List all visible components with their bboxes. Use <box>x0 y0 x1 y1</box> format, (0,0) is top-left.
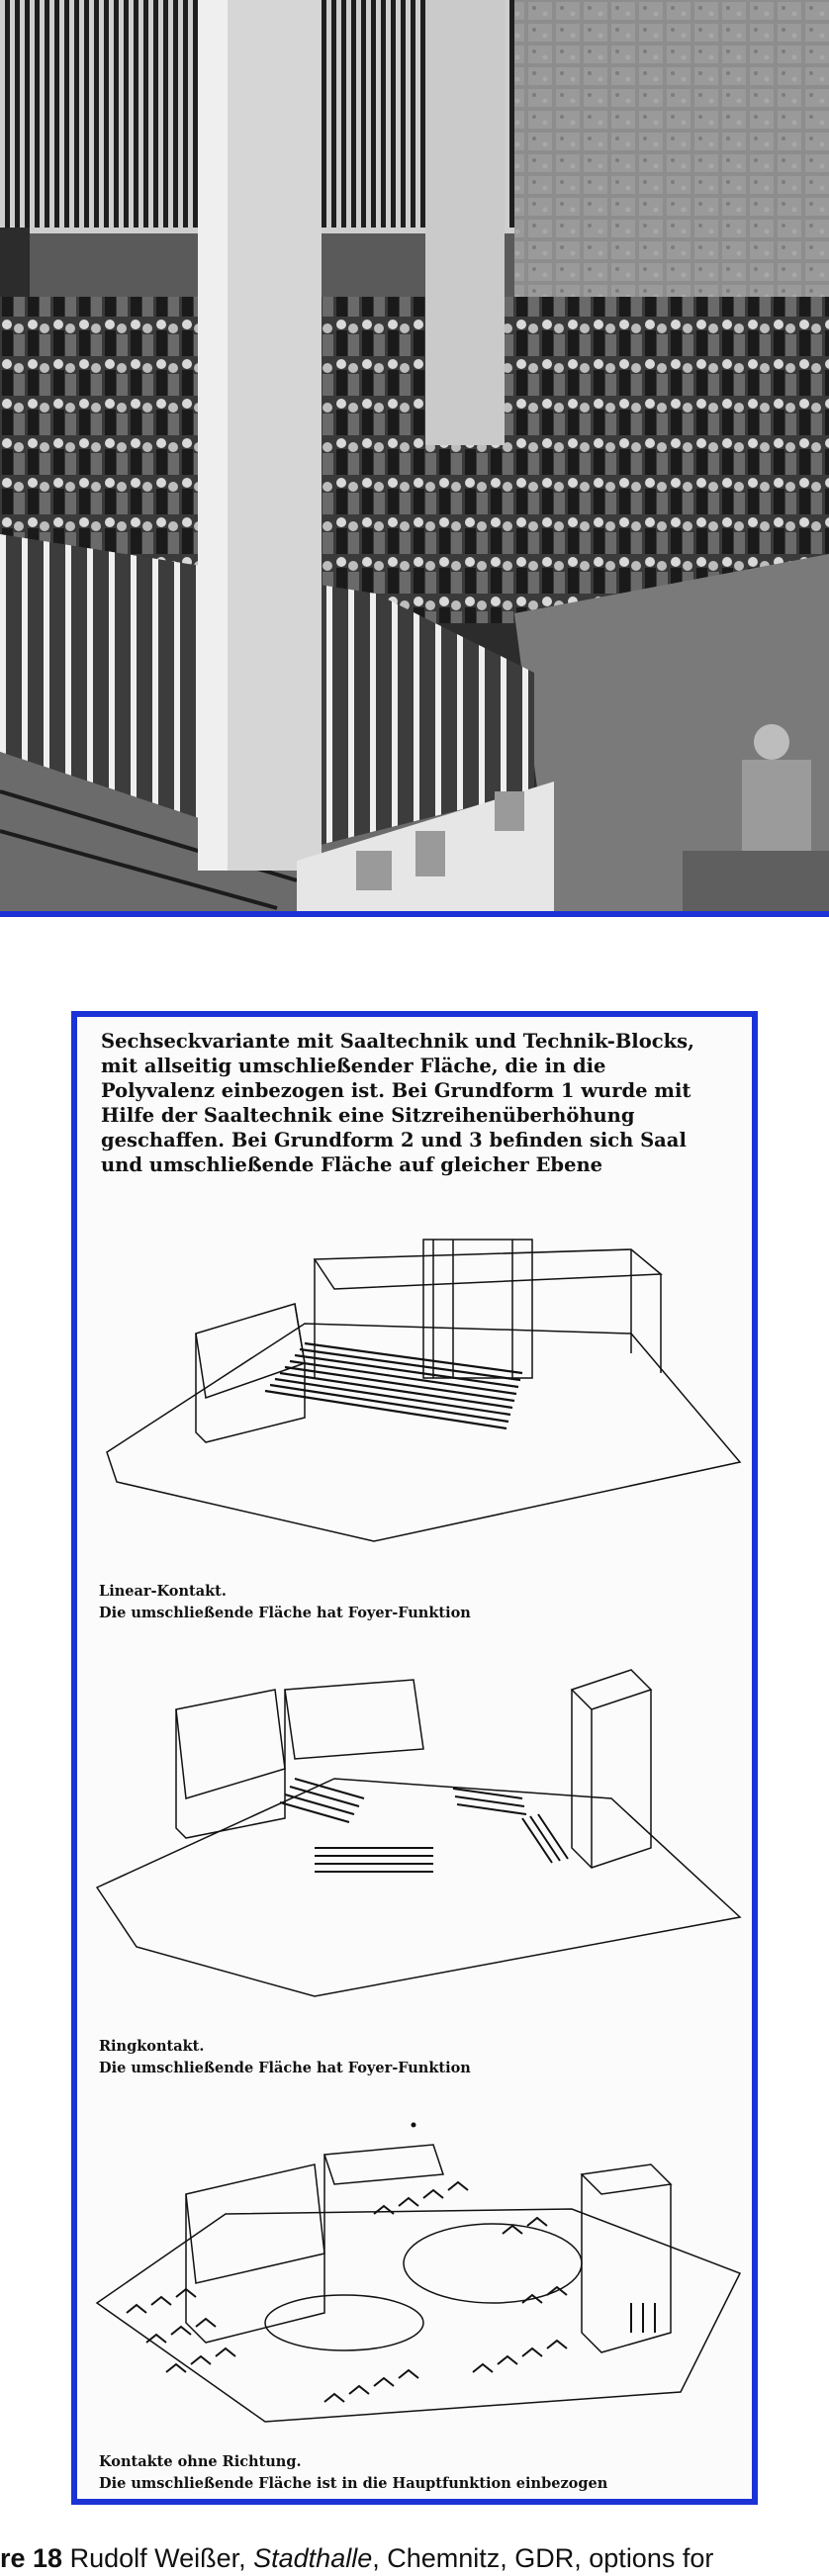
diagram-3-subtitle: Die umschließende Fläche ist in die Hauptfunktion einbezogen <box>99 2475 608 2492</box>
photo-icon <box>0 0 829 917</box>
diagram-2-title: Ringkontakt. <box>99 2038 205 2055</box>
diagram-non-directional-contact <box>77 2105 752 2451</box>
scan-panel <box>71 1011 758 2505</box>
diagram-3-caption <box>99 2451 607 2495</box>
diagram-2-caption <box>99 2036 471 2079</box>
diagram-linear-contact <box>77 1185 752 1571</box>
panel-heading: Sechseckvariante mit Saaltechnik und Technik-Blocks, mit allseitig umschließender Fläche, die in die Polyvalenz einbezogen ist. Bei Grundform 1 wurde mit Hilfe der Saaltechnik eine Sitzreihenüberhöhung geschaffen. Bei Grundform 2 und 3 befinden sich Saal und umschließende Fläche auf gleicher Ebene <box>101 1030 694 1176</box>
diagram-1-title: Linear-Kontakt. <box>99 1583 227 1600</box>
figure-caption <box>0 2540 829 2576</box>
diagram-2-subtitle: Die umschließende Fläche hat Foyer-Funktion <box>99 2060 471 2076</box>
foyer-photograph <box>0 0 829 917</box>
diagram-1-caption <box>99 1581 471 1624</box>
diagram-ring-contact <box>77 1650 752 2026</box>
photo-bottom-rule <box>0 911 829 917</box>
caption-text-after: , Chemnitz, GDR, options for <box>372 2543 714 2573</box>
diagram-1-subtitle: Die umschließende Fläche hat Foyer-Funktion <box>99 1605 471 1621</box>
caption-title: Stadthalle <box>253 2543 373 2573</box>
caption-text-before: Rudolf Weißer, <box>62 2543 254 2573</box>
diagram-3-title: Kontakte ohne Richtung. <box>99 2453 302 2470</box>
figure-label: re 18 <box>0 2543 63 2573</box>
